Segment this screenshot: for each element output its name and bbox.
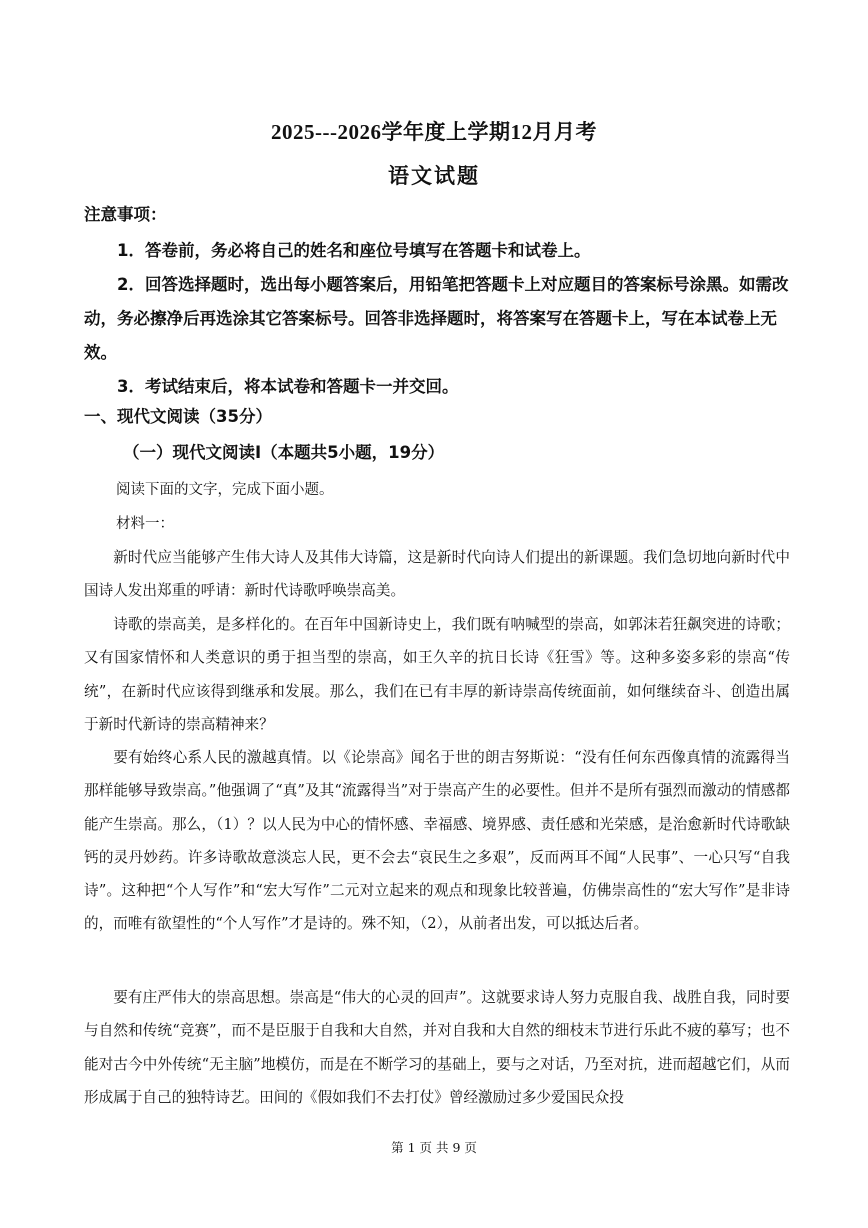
page-footer: 第 1 页 共 9 页 [391,1140,477,1155]
material-label: 材料一： [116,516,174,532]
paragraph-4: 要有庄严伟大的崇高思想。崇高是“伟大的心灵的回声”。这就要求诗人努力克服自我、战胜自我，同时要与自然和传统“竞赛”，而不是臣服于自我和大自然，并对自我和大自然的细枝末节进行乐此不疲的摹写；也不能对古今中外传统“无主脑”地模仿，而是在不断学习的基础上，要与之对话，乃至对抗，进而超越它们，从而形成属于自己的独特诗艺。田间的《假如我们不去打仗》曾经激励过多少爱国民众投 [84,989,790,1106]
notes-item-3: 3．考试结束后，将本试卷和答题卡一并交回。 [117,377,459,396]
subject-title: 语文试题 [388,164,480,188]
notes-block [84,202,790,404]
notes-item-1: 1．答卷前，务必将自己的姓名和座位号填写在答题卡和试卷上。 [117,241,591,260]
notes-heading: 注意事项： [84,205,167,224]
exam-title: 2025---2026学年度上学期12月月考 [271,120,597,144]
reading-instruction: 阅读下面的文字，完成下面小题。 [116,482,334,498]
paragraph-1: 新时代应当能够产生伟大诗人及其伟大诗篇，这是新时代向诗人们提出的新课题。我们急切地向新时代中国诗人发出郑重的呼请：新时代诗歌呼唤崇高美。 [84,549,790,600]
notes-item-2: 2．回答选择题时，选出每小题答案后，用铅笔把答题卡上对应题目的答案标号涂黑。如需改动，务必擦净后再选涂其它答案标号。回答非选择题时，将答案写在答题卡上，写在本试卷上无效。 [84,275,789,362]
section-title: 一、现代文阅读（35分） [84,407,272,426]
paragraph-2: 诗歌的崇高美，是多样化的。在百年中国新诗史上，我们既有呐喊型的崇高，如郭沫若狂飙突进的诗歌；又有国家情怀和人类意识的勇于担当型的崇高，如王久辛的抗日长诗《狂雪》等。这种多姿多彩的崇高“传统”，在新时代应该得到继承和发展。那么，我们在已有丰厚的新诗崇高传统面前，如何继续奋斗、创造出属于新时代新诗的崇高精神来？ [84,616,790,733]
subsection-title: （一）现代文阅读Ⅰ（本题共5小题，19分） [123,443,445,462]
paragraph-3: 要有始终心系人民的激越真情。以《论崇高》闻名于世的朗吉努斯说：“没有任何东西像真情的流露得当那样能够导致崇高。”他强调了“真”及其“流露得当”对于崇高产生的必要性。但并不是所有强烈而激动的情感都能产生崇高。那么，（1）？以人民为中心的情怀感、幸福感、境界感、责任感和光荣感，是治愈新时代诗歌缺钙的灵丹妙药。许多诗歌故意淡忘人民，更不会去“哀民生之多艰”，反而两耳不闻“人民事”、一心只写“自我诗”。这种把“个人写作”和“宏大写作”二元对立起来的观点和现象比较普遍，仿佛崇高性的“宏大写作”是非诗的，而唯有欲望性的“个人写作”才是诗的。殊不知，（2），从前者出发，可以抵达后者。 [84,749,790,933]
